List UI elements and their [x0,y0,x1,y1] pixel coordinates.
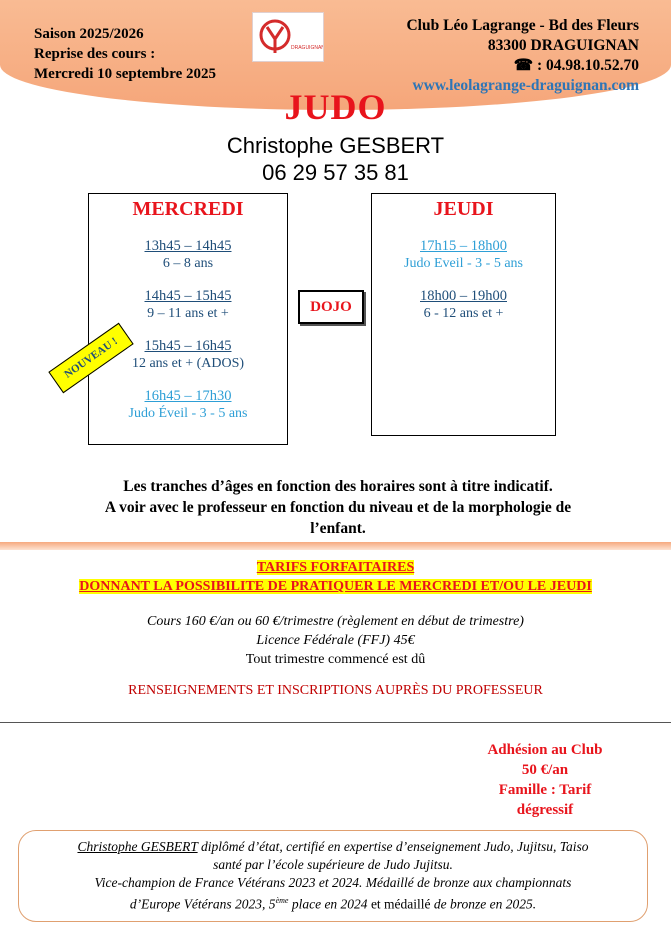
slot-time: 16h45 – 17h30 [144,388,232,404]
section-divider [0,722,671,723]
club-info [406,16,639,96]
slot-age: 6 – 8 ans [162,256,214,271]
slot-age: Judo Éveil - 3 - 5 ans [128,406,248,421]
bio-line: diplômé d’état, certifié en expertise d’enseignement Judo, Jujitsu, Taiso [197,839,589,854]
membership-line: Famille : Tarif [498,782,592,798]
schedule-slot [89,387,287,423]
reprise-label: Reprise des cours : [34,46,156,62]
course-price: Cours 160 €/an ou 60 €/trimestre (règlement en début de trimestre) [147,614,524,629]
reprise-date: Mercredi 10 septembre 2025 [34,66,217,82]
slot-time: 13h45 – 14h45 [144,238,232,254]
jeudi-title: JEUDI [433,198,494,220]
teacher-bio [18,830,648,922]
section-divider [0,542,671,550]
prices-block [0,612,671,669]
note-line: l’enfant. [310,520,366,537]
jeudi-schedule [371,193,556,436]
logo-icon [253,13,323,61]
club-name: Club Léo Lagrange - Bd des Fleurs [406,17,639,34]
club-website[interactable]: www.leolagrange-draguignan.com [412,77,639,94]
slot-age: 9 – 11 ans et + [147,306,229,321]
membership-info [470,740,620,820]
page-title: JUDO [284,87,387,127]
slot-time: 17h15 – 18h00 [420,238,507,254]
registration-info: RENSEIGNEMENTS ET INSCRIPTIONS AUPRÈS DU PROFESSEUR [128,683,543,698]
mercredi-title: MERCREDI [132,198,244,220]
membership-line: 50 €/an [521,762,569,778]
season-label: Saison 2025/2026 [34,26,144,42]
bio-line: de bronze en 2025. [430,896,537,912]
slot-age: Judo Eveil - 3 - 5 ans [404,256,523,271]
slot-age: 6 - 12 ans et + [423,306,504,321]
slot-time: 15h45 – 16h45 [144,338,232,354]
membership-line: dégressif [516,802,574,818]
bio-sup: ème [275,896,289,905]
mercredi-schedule [88,193,288,445]
bio-name: Christophe GESBERT [77,839,198,854]
bio-line: Vice-champion de France Vétérans 2023 et 2024. Médaillé de bronze aux championnats [94,875,572,890]
club-logo [252,12,324,62]
teacher-name: Christophe GESBERT [226,133,445,158]
schedule-slot [89,237,287,273]
schedule-slot [372,237,555,273]
bio-line: santé par l’école supérieure de Judo Jujitsu. [213,857,453,872]
club-city: 83300 DRAGUIGNAN [487,37,639,54]
slot-age: 12 ans et + (ADOS) [131,356,245,371]
teacher-info [0,132,671,186]
slot-time: 14h45 – 15h45 [144,288,232,304]
bio-line: d’Europe Vétérans 2023, 5 [129,896,276,912]
trimestre-note: Tout trimestre commencé est dû [245,652,426,667]
licence-price: Licence Fédérale (FFJ) 45€ [256,633,415,648]
age-note [60,476,616,539]
schedule-slot [372,287,555,323]
note-line: A voir avec le professeur en fonction du niveau et de la morphologie de [104,499,572,516]
bio-line: et médaillé [367,896,431,912]
teacher-phone: 06 29 57 35 81 [262,160,409,185]
tarifs-heading [0,558,671,596]
schedule-slot [89,287,287,323]
new-badge: NOUVEAU ! [48,323,133,394]
bio-line: place en 2024 [288,896,368,912]
logo-text: DRAGUIGNAN [291,45,323,51]
tarifs-title: TARIFS FORFAITAIRES [256,560,415,575]
tarifs-subtitle: DONNANT LA POSSIBILITE DE PRATIQUER LE MERCREDI ET/OU LE JEUDI [79,579,592,594]
season-info [34,24,216,84]
slot-time: 18h00 – 19h00 [420,288,507,304]
membership-line: Adhésion au Club [487,742,603,758]
dojo-label: DOJO [298,290,364,324]
club-phone: ☎ : 04.98.10.52.70 [513,57,639,74]
note-line: Les tranches d’âges en fonction des horaires sont à titre indicatif. [123,478,553,495]
